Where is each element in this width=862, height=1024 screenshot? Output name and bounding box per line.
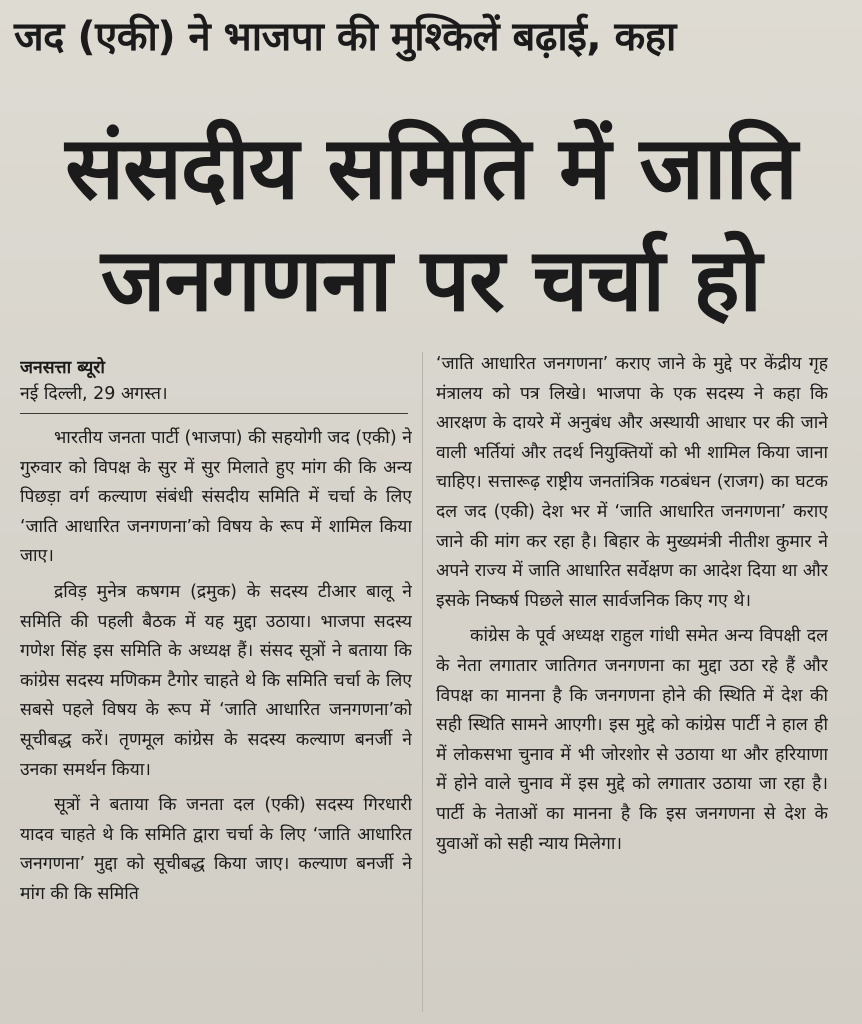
left-column: [20, 355, 412, 1024]
paragraph: कांग्रेस के पूर्व अध्यक्ष राहुल गांधी समेत अन्य विपक्षी दल के नेता लगातार जातिगत जनगणना का मुद्दा उठा रहे हैं और विपक्ष का मानना है कि जनगणना होने की स्थिति में देश की सही स्थिति सामने आएगी। इस मुद्दे को कांग्रेस पार्टी ने हाल ही में लोकसभा चुनाव में भी जोरशोर से उठाया था और हरियाणा में होने वाले चुनाव में इस मुद्दे को लगातार उठाया जा रहा है। पार्टी के नेताओं का मानना है कि इस जनगणना से देश के युवाओं को सही न्याय मिलेगा।: [436, 626, 828, 854]
kicker-headline: जद (एकी) ने भाजपा की मुश्किलें बढ़ाई, कहा: [14, 14, 676, 60]
right-column: [436, 350, 828, 1019]
paragraph: सूत्रों ने बताया कि जनता दल (एकी) सदस्य गिरधारी यादव चाहते थे कि समिति द्वारा चर्चा के लिए ‘जाति आधारित जनगणना’ मुद्दा को सूचीबद्ध किया जाए। कल्याण बनर्जी ने मांग की कि समिति: [20, 795, 412, 904]
main-headline: [8, 112, 854, 336]
headline-line-1: संसदीय समिति में जाति: [65, 117, 797, 219]
byline: जनसत्ता ब्यूरो: [20, 358, 105, 378]
paragraph: ‘जाति आधारित जनगणना’ कराए जाने के मुद्दे पर केंद्रीय गृह मंत्रालय को पत्र लिखे। भाजपा के एक सदस्य ने कहा कि आरक्षण के दायरे में अनुबंध और अस्थायी आधार पर की जाने वाली भर्तियां और तदर्थ नियुक्तियों को भी शामिल किया जाना चाहिए। सत्तारूढ़ राष्ट्रीय जनतांत्रिक गठबंधन (राजग) का घटक दल जद (एकी) देश भर में ‘जाति आधारित जनगणना’ कराए जाने की मांग कर रहा है। बिहार के मुख्यमंत्री नीतीश कुमार ने अपने राज्य में जाति आधारित सर्वेक्षण का आदेश दिया था और इसके निष्कर्ष पिछले साल सार्वजनिक किए गए थे।: [436, 354, 828, 611]
headline-line-2: जनगणना पर चर्चा हो: [100, 229, 762, 331]
paragraph: भारतीय जनता पार्टी (भाजपा) की सहयोगी जद (एकी) ने गुरुवार को विपक्ष के सुर में सुर मिलाते हुए मांग की कि अन्य पिछड़ा वर्ग कल्याण संबंधी संसदीय समिति में चर्चा के लिए ‘जाति आधारित जनगणना’को विषय के रूप में शामिल किया जाए।: [20, 428, 412, 567]
paragraph: द्रविड़ मुनेत्र कषगम (द्रमुक) के सदस्य टीआर बालू ने समिति की पहली बैठक में यह मुद्दा उठाया। भाजपा सदस्य गणेश सिंह इस समिति के अध्यक्ष हैं। संसद सूत्रों ने बताया कि कांग्रेस सदस्य मणिकम टैगोर चाहते थे कि समिति चर्चा के लिए सबसे पहले विषय के रूप में ‘जाति आधारित जनगणना’को सूचीबद्ध करें। तृणमूल कांग्रेस के सदस्य कल्याण बनर्जी ने उनका समर्थन किया।: [20, 581, 412, 780]
column-gutter: [422, 352, 423, 1012]
dateline: नई दिल्ली, 29 अगस्त।: [20, 384, 168, 404]
byline-rule: [20, 413, 408, 414]
